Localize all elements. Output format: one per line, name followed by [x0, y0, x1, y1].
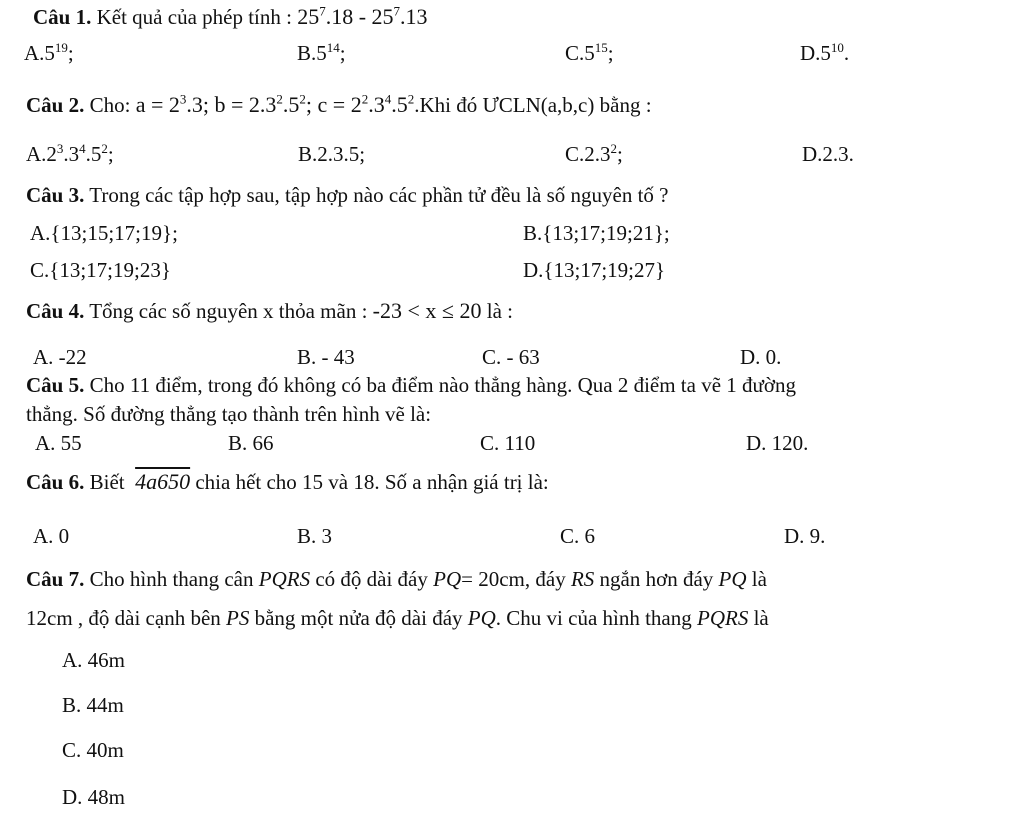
q6-option-a[interactable]: A. 0 [33, 524, 70, 548]
q6-option-d[interactable]: D. 9. [784, 524, 826, 548]
q1-option-d[interactable]: $D.5^{10}$. [800, 40, 850, 65]
q1-text: Kết quả của phép tính : [96, 5, 292, 29]
q6-text: Biết [89, 470, 125, 494]
q2-label: Câu 2. [26, 93, 85, 117]
q2-option-b[interactable]: B.2.3.5; [298, 142, 366, 166]
q3-option-c[interactable]: C.{13;17;19;23} [30, 258, 171, 282]
q6-tail: chia hết cho 15 và 18. Số a nhận giá trị là: [195, 470, 549, 494]
q2-expression: $a = 2^3.3$; $b = 2.3^2.5^2$; $c = 2^2.3^4.5^2$ [135, 91, 415, 117]
q4-label: Câu 4. [26, 299, 85, 323]
q5-text-1: Cho 11 điểm, trong đó không có ba điểm nào thẳng hàng. Qua 2 điểm ta vẽ 1 đường [89, 373, 797, 397]
q6-overlined-number: 4a650 [135, 469, 191, 494]
q1-option-a[interactable]: $A.5^{19}$; [24, 40, 74, 65]
q6-label: Câu 6. [26, 470, 85, 494]
q4-option-c[interactable]: C. - 63 [482, 345, 540, 369]
q7-stem-line2: 12cm , độ dài cạnh bên PS bằng một nửa độ dài đáy PQ. Chu vi của hình thang PQRS là [26, 606, 769, 630]
q7-stem-line1: Câu 7. Cho hình thang cân PQRS có độ dài đáy PQ= 20cm, đáy RS ngắn hơn đáy PQ là [26, 567, 767, 591]
q1-stem [33, 4, 428, 30]
q3-stem [26, 182, 669, 208]
q1-label: Câu 1. [33, 5, 92, 29]
q5-option-a[interactable]: A. 55 [35, 431, 82, 455]
q3-text: Trong các tập hợp sau, tập hợp nào các phần tử đều là số nguyên tố ? [89, 183, 669, 207]
q7-option-a[interactable]: A. 46m [62, 648, 125, 672]
q3-option-a[interactable]: A.{13;15;17;19}; [30, 221, 178, 245]
q5-label: Câu 5. [26, 373, 85, 397]
q6-stem [26, 469, 549, 495]
q2-text: Cho: [89, 93, 131, 117]
q6-option-b[interactable]: B. 3 [297, 524, 333, 548]
q4-text: Tổng các số nguyên x thỏa mãn : [89, 299, 368, 323]
q3-option-b[interactable]: B.{13;17;19;21}; [523, 221, 670, 245]
q7-option-d[interactable]: D. 48m [62, 785, 125, 809]
q5-option-c[interactable]: C. 110 [480, 431, 536, 455]
q1-option-b[interactable]: $B.5^{14}$; [297, 40, 346, 65]
q2-option-c[interactable]: C.2.3$^2$; [565, 141, 623, 166]
q4-option-b[interactable]: B. - 43 [297, 345, 355, 369]
q3-option-d[interactable]: D.{13;17;19;27} [523, 258, 666, 282]
q7-option-b[interactable]: B. 44m [62, 693, 124, 717]
q5-option-d[interactable]: D. 120. [746, 431, 809, 455]
q5-option-b[interactable]: B. 66 [228, 431, 274, 455]
q5-text-2: thẳng. Số đường thẳng tạo thành trên hình vẽ là: [26, 402, 432, 426]
q4-expression: -23 < x ≤ 20 [372, 298, 482, 323]
q4-tail: là : [486, 299, 513, 323]
q4-stem [26, 298, 513, 324]
q7-option-c[interactable]: C. 40m [62, 738, 124, 762]
q2-option-a[interactable]: $A.2^3.3^4.5^2$; [26, 141, 114, 166]
q2-stem [26, 92, 652, 118]
q2-option-d[interactable]: D.2.3. [802, 142, 854, 166]
q4-option-a[interactable]: A. -22 [33, 345, 87, 369]
q1-option-c[interactable]: $C.5^{15}$; [565, 40, 614, 65]
q1-expression: $25^7.18 - 25^7.13$ [297, 3, 428, 29]
q6-option-c[interactable]: C. 6 [560, 524, 596, 548]
q3-label: Câu 3. [26, 183, 85, 207]
q5-stem-line1 [26, 372, 796, 398]
q4-option-d[interactable]: D. 0. [740, 345, 782, 369]
q2-tail: .Khi đó ƯCLN(a,b,c) bằng : [414, 93, 652, 117]
q7-label: Câu 7. [26, 567, 85, 591]
